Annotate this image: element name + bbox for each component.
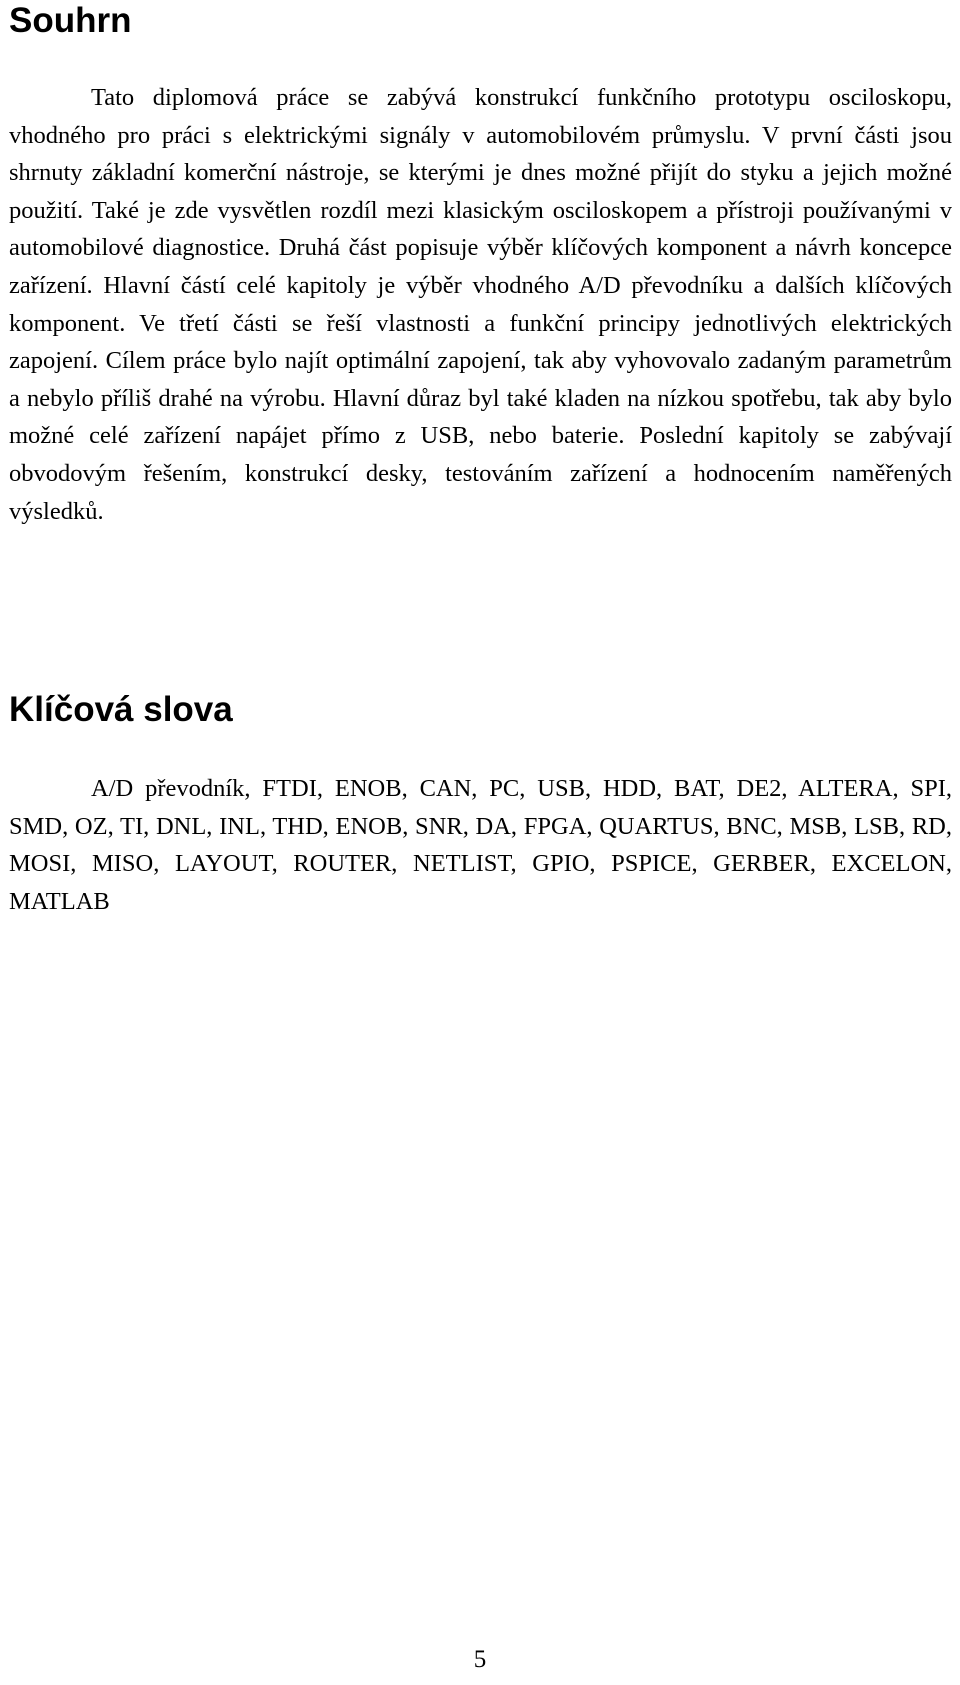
keywords-heading: Klíčová slova <box>9 690 233 729</box>
keywords-paragraph: A/D převodník, FTDI, ENOB, CAN, PC, USB, HDD, BAT, DE2, ALTERA, SPI, SMD, OZ, TI, DNL, INL, THD, ENOB, SNR, DA, FPGA, QUARTUS, BNC, MSB, LSB, RD, MOSI, MISO, LAYOUT, ROUTER, NETLIST, GPIO, PSPICE, GERBER, EXCELON, MATLAB <box>9 775 952 915</box>
summary-paragraph: Tato diplomová práce se zabývá konstrukcí funkčního prototypu osciloskopu, vhodného pro práci s elektrickými signály v automobilovém průmyslu. V první části jsou shrnuty základní komerční nástroje, se kterými je dnes možné přijít do styku a jejich možné použití. Také je zde vysvětlen rozdíl mezi klasickým osciloskopem a přístroji používanými v automobilové diagnostice. Druhá část popisuje výběr klíčových komponent a návrh koncepce zařízení. Hlavní částí celé kapitoly je výběr vhodného A/D převodníku a dalších klíčových komponent. Ve třetí části se řeší vlastnosti a funkční principy jednotlivých elektrických zapojení. Cílem práce bylo najít optimální zapojení, tak aby vyhovovalo zadaným parametrům a nebylo příliš drahé na výrobu. Hlavní důraz byl také kladen na nízkou spotřebu, tak aby bylo možné celé zařízení napájet přímo z USB, nebo baterie. Poslední kapitoly se zabývají obvodovým řešením, konstrukcí desky, testováním zařízení a hodnocením naměřených výsledků. <box>9 84 952 525</box>
summary-heading: Souhrn <box>9 1 132 40</box>
page-number: 5 <box>473 1646 487 1673</box>
